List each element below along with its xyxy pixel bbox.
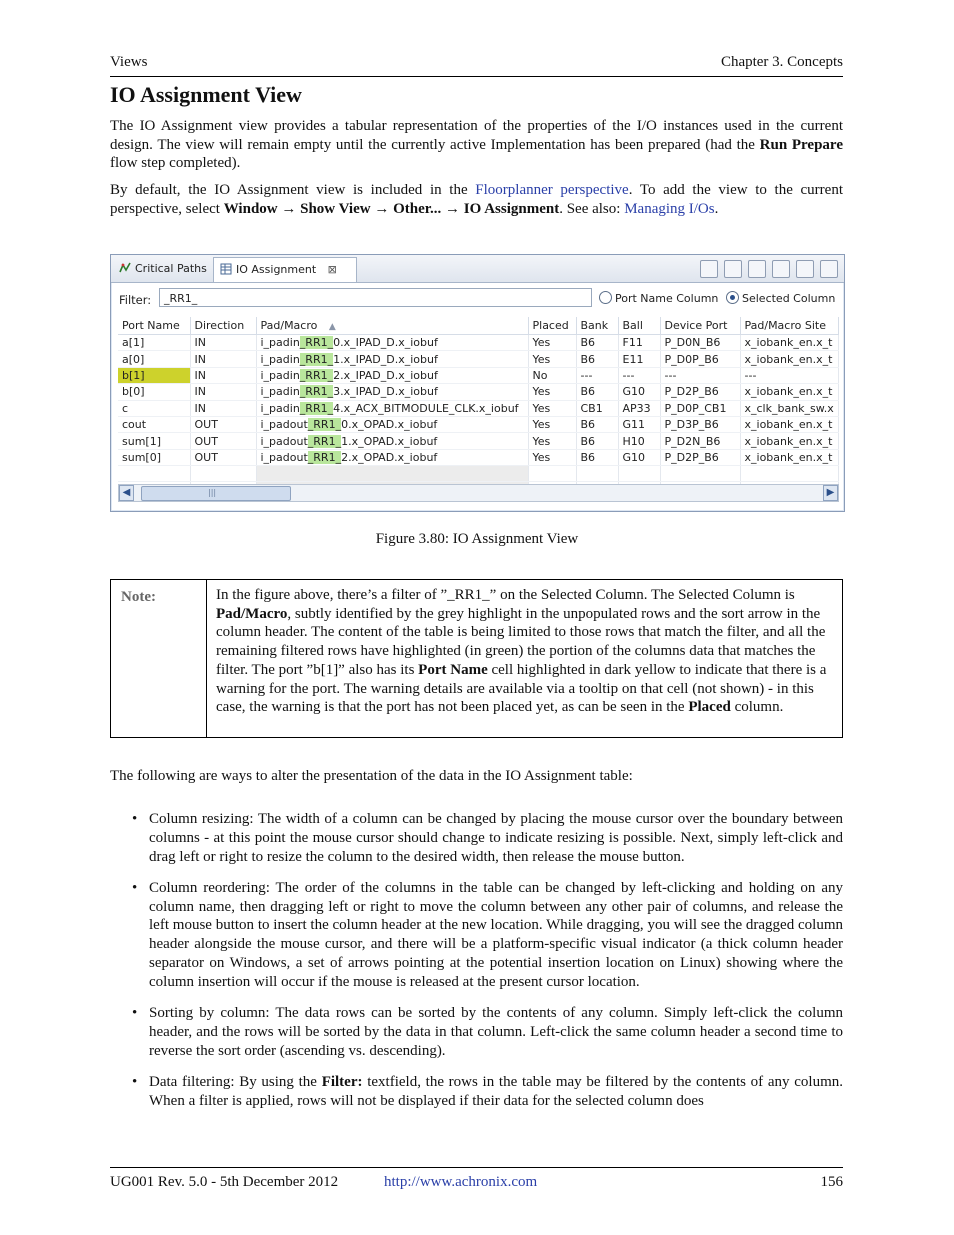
cell-placed: Yes xyxy=(528,400,576,416)
cell-direction: OUT xyxy=(190,433,256,449)
cell-pad-macro xyxy=(256,433,528,449)
note-box xyxy=(110,579,843,738)
cell-ball: G11 xyxy=(618,416,660,432)
filter-match-highlight: _RR1_ xyxy=(307,434,342,448)
filter-match-highlight: _RR1_ xyxy=(299,401,334,415)
pad-prefix: i_padin xyxy=(260,352,300,366)
cell-port-name[interactable]: sum[0] xyxy=(118,449,190,465)
header-section: Views xyxy=(110,54,148,70)
col-device-port[interactable]: Device Port xyxy=(660,317,740,335)
cell-device-port: P_D0N_B6 xyxy=(660,335,740,351)
cell-ball: H10 xyxy=(618,433,660,449)
cell-device-port: P_D0P_B6 xyxy=(660,351,740,367)
filter-label: Filter: xyxy=(119,293,152,307)
col-pad-macro-site[interactable]: Pad/Macro Site xyxy=(740,317,838,335)
horizontal-scrollbar[interactable] xyxy=(118,484,839,502)
header-chapter: Chapter 3. Concepts xyxy=(720,54,843,70)
cell-placed: Yes xyxy=(528,416,576,432)
cell-bank: B6 xyxy=(576,384,618,400)
cell-device-port: P_D2P_B6 xyxy=(660,384,740,400)
cell-pad-macro-site: --- xyxy=(740,367,838,383)
pad-prefix: i_padout xyxy=(260,418,308,432)
filter-match-highlight: _RR1_ xyxy=(307,450,342,464)
scroll-grip: ||| xyxy=(208,488,217,497)
critical-paths-icon xyxy=(119,262,131,274)
collapse-icon[interactable] xyxy=(700,260,718,278)
empty-cell xyxy=(740,466,838,482)
cell-placed: Yes xyxy=(528,351,576,367)
cell-pad-macro-site: x_iobank_en.x_t xyxy=(740,433,838,449)
col-pad-macro[interactable]: Pad/Macro ▲ xyxy=(256,317,528,335)
filter-match-highlight: _RR1_ xyxy=(299,352,334,366)
pad-suffix: 3.x_IPAD_D.x_iobuf xyxy=(333,385,438,399)
table-row[interactable] xyxy=(118,367,838,383)
pad-suffix: 0.x_IPAD_D.x_iobuf xyxy=(333,336,438,350)
cell-ball: G10 xyxy=(618,384,660,400)
close-tab-icon[interactable]: ⊠ xyxy=(327,263,337,276)
table-row[interactable] xyxy=(118,384,838,400)
figure-caption: Figure 3.80: IO Assignment View xyxy=(375,531,579,547)
io-assignment-screenshot xyxy=(110,254,845,512)
cell-placed: Yes xyxy=(528,433,576,449)
cell-port-name[interactable]: a[0] xyxy=(118,351,190,367)
note-divider xyxy=(206,580,207,737)
empty-cell xyxy=(618,466,660,482)
col-ball[interactable]: Ball xyxy=(618,317,660,335)
cell-bank: --- xyxy=(576,367,618,383)
cell-pad-macro xyxy=(256,384,528,400)
cell-pad-macro xyxy=(256,367,528,383)
cell-device-port: P_D2P_B6 xyxy=(660,449,740,465)
col-placed[interactable]: Placed xyxy=(528,317,576,335)
list-item: • Column reordering: The order of the columns in the table can be changed by left-clicking and holding on any column name, then dragging left or right to move the column between any other pair of columns, and release the left mouse button to insert the column header at the new location. While dragging, you will see the dragged column header alongside the mouse cursor, and there will be a platform-specific visual indicator (a thick column header separator on Windows, a set of arrows pointing at the potential insertion location on Linux) showing where the column insertion will occur if the mouse is released at the present cursor location. xyxy=(110,879,843,992)
cell-pad-macro-site: x_iobank_en.x_t xyxy=(740,416,838,432)
cell-pad-macro-site: x_iobank_en.x_t xyxy=(740,335,838,351)
cell-bank: B6 xyxy=(576,335,618,351)
empty-cell xyxy=(256,466,528,482)
cell-bank: B6 xyxy=(576,351,618,367)
page-number: 156 xyxy=(820,1174,843,1190)
cell-pad-macro-site: x_iobank_en.x_t xyxy=(740,449,838,465)
table-header xyxy=(118,317,838,335)
filter-match-highlight: _RR1_ xyxy=(299,336,334,350)
cell-port-name[interactable]: cout xyxy=(118,416,190,432)
col-port-name[interactable]: Port Name xyxy=(118,317,190,335)
cell-direction: IN xyxy=(190,351,256,367)
cell-device-port: --- xyxy=(660,367,740,383)
table-row[interactable] xyxy=(118,335,838,351)
scroll-left-icon[interactable]: ◀ xyxy=(119,485,134,501)
lead-paragraph: The following are ways to alter the presentation of the data in the IO Assignment table: xyxy=(110,768,633,784)
view-tab-bar xyxy=(111,255,844,283)
io-table-icon xyxy=(220,263,232,275)
filter-input[interactable]: _RR1_ xyxy=(159,288,592,307)
pad-prefix: i_padin xyxy=(260,385,300,399)
cell-ball: G10 xyxy=(618,449,660,465)
cell-pad-macro-site: x_clk_bank_sw.x xyxy=(740,400,838,416)
minimize-icon[interactable] xyxy=(796,260,814,278)
list-item: • Column resizing: The width of a column can be changed by placing the mouse cursor over the boundary between columns - at this point the mouse cursor should change to indicate resizing is possible. Next, simply left-click and drag left or right to resize the column to the desired width, then release the mouse button. xyxy=(110,810,843,866)
cell-placed: Yes xyxy=(528,449,576,465)
bullet-list xyxy=(110,810,843,1123)
table-row[interactable] xyxy=(118,416,838,432)
pad-suffix: 2.x_IPAD_D.x_iobuf xyxy=(333,368,438,382)
empty-cell xyxy=(190,466,256,482)
pad-prefix: i_padout xyxy=(260,434,308,448)
tab-io-assignment[interactable]: IO Assignment ⊠ xyxy=(213,257,357,282)
perspective-paragraph: By default, the IO Assignment view is included in the Floorplanner perspective. To add the view to the current perspective, select Window → Show View → Other... → IO Assignment. See also: Managing I/Os. xyxy=(110,182,843,217)
view-toolbar xyxy=(694,260,838,278)
table-row[interactable] xyxy=(118,351,838,367)
cell-pad-macro xyxy=(256,351,528,367)
filter-match-highlight: _RR1_ xyxy=(299,368,334,382)
cell-direction: IN xyxy=(190,367,256,383)
cell-pad-macro-site: x_iobank_en.x_t xyxy=(740,384,838,400)
cell-pad-macro xyxy=(256,335,528,351)
cell-port-name[interactable]: b[0] xyxy=(118,384,190,400)
empty-cell xyxy=(118,466,190,482)
sort-arrow-icon: ▲ xyxy=(328,322,336,332)
cell-placed: Yes xyxy=(528,384,576,400)
empty-cell xyxy=(528,466,576,482)
col-bank[interactable]: Bank xyxy=(576,317,618,335)
footer-doc-id: UG001 Rev. 5.0 - 5th December 2012 xyxy=(110,1174,339,1190)
pad-prefix: i_padin xyxy=(260,401,300,415)
empty-cell xyxy=(576,466,618,482)
floorplanner-perspective-link[interactable]: Floorplanner perspective xyxy=(475,182,629,198)
cell-device-port: P_D0P_CB1 xyxy=(660,400,740,416)
filter-match-highlight: _RR1_ xyxy=(299,385,334,399)
cell-bank: B6 xyxy=(576,433,618,449)
view-menu-icon[interactable] xyxy=(772,260,790,278)
managing-ios-link[interactable]: Managing I/Os xyxy=(624,200,715,217)
empty-cell xyxy=(660,466,740,482)
cell-port-name[interactable]: c xyxy=(118,400,190,416)
pad-suffix: 1.x_IPAD_D.x_iobuf xyxy=(333,352,438,366)
empty-row xyxy=(118,466,838,482)
cell-direction: IN xyxy=(190,384,256,400)
io-table xyxy=(118,317,839,498)
radio-selected-icon xyxy=(726,291,739,304)
table-row[interactable] xyxy=(118,449,838,465)
view-body xyxy=(112,283,843,510)
cell-direction: IN xyxy=(190,335,256,351)
pad-prefix: i_padin xyxy=(260,368,300,382)
cell-pad-macro xyxy=(256,400,528,416)
cell-device-port: P_D3P_B6 xyxy=(660,416,740,432)
radio-circle-icon xyxy=(599,291,612,304)
footer-website-link[interactable]: http://www.achronix.com xyxy=(384,1174,538,1190)
cell-ball: E11 xyxy=(618,351,660,367)
cell-pad-macro xyxy=(256,416,528,432)
pad-suffix: 1.x_OPAD.x_iobuf xyxy=(341,434,438,448)
pad-suffix: 2.x_OPAD.x_iobuf xyxy=(341,450,438,464)
intro-paragraph: The IO Assignment view provides a tabular representation of the properties of the I/O instances used in the current design. The view will remain empty until the currently active Implementation has been prepared (had the Run Prepare flow step completed). xyxy=(110,118,843,171)
maximize-icon[interactable] xyxy=(820,260,838,278)
note-label: Note: xyxy=(121,589,156,605)
cell-direction: OUT xyxy=(190,416,256,432)
cell-port-name[interactable]: b[1] xyxy=(118,367,190,383)
scroll-thumb[interactable] xyxy=(141,486,291,501)
cell-ball: --- xyxy=(618,367,660,383)
cell-direction: OUT xyxy=(190,449,256,465)
pad-prefix: i_padout xyxy=(260,450,308,464)
import-icon[interactable] xyxy=(748,260,766,278)
cell-port-name[interactable]: sum[1] xyxy=(118,433,190,449)
cell-bank: B6 xyxy=(576,449,618,465)
list-item: • Data filtering: By using the Filter: textfield, the rows in the table may be filtered by the contents of any column. When a filter is applied, rows will not be displayed if their data for the selected column does xyxy=(110,1073,843,1111)
cell-bank: B6 xyxy=(576,416,618,432)
export-icon[interactable] xyxy=(724,260,742,278)
col-direction[interactable]: Direction xyxy=(190,317,256,335)
tab-critical-paths[interactable]: Critical Paths xyxy=(113,257,213,281)
cell-pad-macro-site: x_iobank_en.x_t xyxy=(740,351,838,367)
cell-ball: AP33 xyxy=(618,400,660,416)
cell-placed: No xyxy=(528,367,576,383)
filter-match-highlight: _RR1_ xyxy=(307,418,342,432)
cell-ball: F11 xyxy=(618,335,660,351)
cell-placed: Yes xyxy=(528,335,576,351)
note-text: In the figure above, there’s a filter of ”_RR1_” on the Selected Column. The Selected Column is Pad/Macro, subtly identified by the grey highlight in the unpopulated rows and the sort arrow in the column header. The content of the table is being limited to those rows that match the filter, and all the remaining filtered rows have highlighted (in green) the portion of the columns data that matches the filter. The port ”b[1]” also has its Port Name cell highlighted in dark yellow to indicate that there is a warning for the port. The warning details are available via a tooltip on that cell (not shown) - in this case, the warning is that the port has not been placed yet, as can be seen in the Placed column. xyxy=(216,587,827,716)
page-header xyxy=(110,54,843,77)
section-title: IO Assignment View xyxy=(110,82,302,107)
page-footer xyxy=(110,1167,843,1190)
table-row[interactable] xyxy=(118,400,838,416)
table-row[interactable] xyxy=(118,433,838,449)
cell-pad-macro xyxy=(256,449,528,465)
cell-device-port: P_D2N_B6 xyxy=(660,433,740,449)
pad-prefix: i_padin xyxy=(260,336,300,350)
selected-column-radio[interactable]: Selected Column xyxy=(726,291,835,305)
pad-suffix: 0.x_OPAD.x_iobuf xyxy=(341,418,438,432)
pad-suffix: 4.x_ACX_BITMODULE_CLK.x_iobuf xyxy=(333,401,519,415)
cell-port-name[interactable]: a[1] xyxy=(118,335,190,351)
cell-direction: IN xyxy=(190,400,256,416)
cell-bank: CB1 xyxy=(576,400,618,416)
scroll-right-icon[interactable]: ▶ xyxy=(823,485,838,501)
port-name-column-radio[interactable]: Port Name Column xyxy=(599,291,718,305)
list-item: • Sorting by column: The data rows can be sorted by the contents of any column. Simply left-click the column header, and the rows will be sorted by the data in that column. Left-click the same column header a second time to reverse the sort order (ascending vs. descending). xyxy=(110,1004,843,1060)
